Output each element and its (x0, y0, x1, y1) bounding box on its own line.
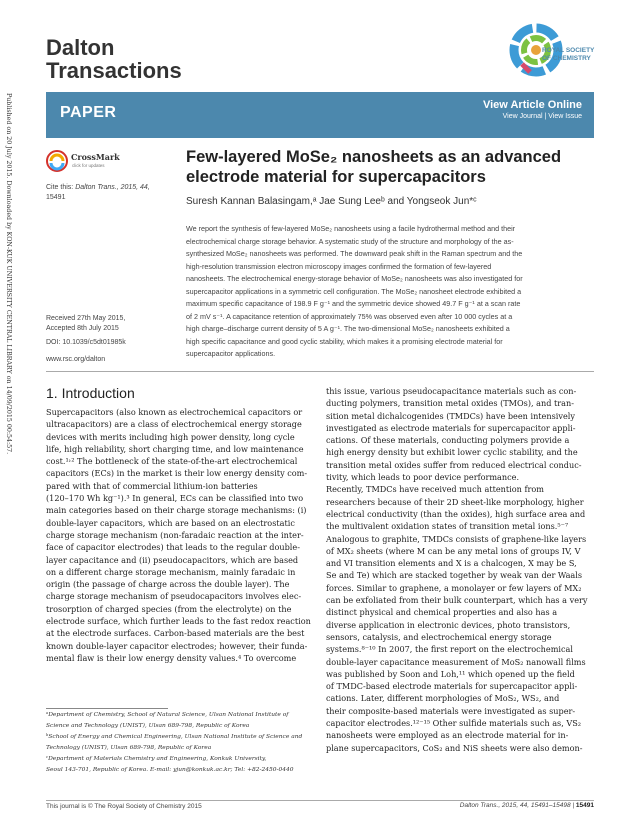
body-line: nanosheets were employed as an electrode material for in- (326, 730, 569, 741)
body-line: researchers because of their 2D sheet-like morphology, higher (326, 496, 584, 507)
footnote-line: Technology (UNIST), Ulsan 689-798, Republic of Korea (46, 745, 212, 751)
logo-line1: ROYAL SOCIETY (542, 47, 595, 54)
body-line: was published by Soon and Loh,¹¹ which opened up the field (326, 668, 575, 679)
journal-url[interactable]: www.rsc.org/dalton (46, 356, 106, 363)
body-line: tivity, which leads to poor device performance. (326, 472, 520, 483)
body-line: can be exfoliated from their bulk counterpart, which has a very (326, 595, 588, 606)
body-line: ultracapacitors) are a class of electrochemical energy storage (46, 419, 302, 430)
body-line: transition metal oxides suffer from reduced electrical conduc- (326, 459, 582, 470)
body-line: high energy density but exhibit lower cyclic stability, and the (326, 447, 578, 458)
abstract-divider (46, 371, 594, 372)
body-line: and VI transition elements and X is a chalcogen, X may be S, (326, 558, 577, 569)
doi[interactable]: DOI: 10.1039/c5dt01985k (46, 339, 126, 346)
body-line: known double-layer capacitor electrodes; however, their funda- (46, 640, 308, 651)
body-line: sensors, catalysis, and electrochemical energy storage (326, 631, 552, 642)
cite-this (46, 183, 150, 202)
body-line: diverse application in electronic devices, photo transistors, (326, 619, 571, 630)
body-line: Analogous to graphite, TMDCs consists of graphene-like layers (326, 533, 587, 544)
footnote-divider (46, 708, 168, 709)
abstract-line: synthesized MoSe₂ nanosheets was performed. The downward peak shift in the Raman spectrum and the (186, 249, 523, 258)
body-line: ducting polymers, transition metal oxides (TMOs), and tran- (326, 398, 574, 409)
footnote-line: ᶜDepartment of Materials Chemistry and Engineering, Konkuk University, (46, 756, 267, 762)
body-column-left (46, 406, 311, 664)
article-title (186, 147, 586, 187)
abstract-line: supercapacitor applications. (186, 349, 276, 358)
received-date: Received 27th May 2015, (46, 315, 126, 322)
journal-name-line2: Transactions (46, 58, 182, 83)
abstract-line: We report the synthesis of few-layered MoSe₂ nanosheets using a facile hydrothermal method and their (186, 224, 516, 233)
accepted-date: Accepted 8th July 2015 (46, 324, 119, 332)
view-article-online-link[interactable]: View Article Online (482, 99, 582, 111)
body-line: their composite-based materials were investigated as super- (326, 705, 576, 716)
cite-label: Cite this: (46, 184, 74, 191)
body-line: Supercapacitors (also known as electrochemical capacitors or (46, 407, 303, 417)
abstract (186, 223, 594, 361)
journal-name-line1: Dalton (46, 35, 115, 60)
body-line: of MX₂ sheets (where M can be any metal ions of groups IV, V (326, 545, 581, 556)
title-line1: Few-layered MoSe₂ nanosheets as an advanced (186, 148, 562, 166)
body-line: cations. Later, different morphologies of MoS₂, WS₂, and (326, 693, 560, 704)
body-line: trosorption of charged species (from the electrolyte) on the (46, 603, 292, 614)
page-citation (460, 802, 594, 809)
cite-ref: Dalton Trans., 2015, 44, (75, 184, 150, 191)
body-line: electrical conductivity (than the oxides), high surface area and (326, 508, 586, 519)
body-line: this issue, various pseudocapacitance materials such as con- (326, 386, 577, 396)
abstract-line: maximum specific capacitance of 198.9 F g⁻¹ and the symmetric device showed 49.7 F g⁻¹ at a scan rate (186, 299, 521, 308)
abstract-line: nanosheets. The electrochemical energy-storage behavior of MoSe₂ nanosheets was also investigated for (186, 274, 523, 283)
title-line2: electrode material for supercapacitors (186, 168, 486, 186)
page-number: 15491 (575, 802, 594, 809)
body-line: cost.¹˒² The bottleneck of the state-of-the-art electrochemical (46, 456, 298, 467)
view-journal-issue-links[interactable]: View Journal | View Issue (502, 113, 582, 120)
body-line: the multivalent oxidation states of transition metal ions.⁵⁻⁷ (326, 521, 569, 532)
author-list: Suresh Kannan Balasingam,ᵃ Jae Sung Leeᵇ and Yongseok Jun*ᶜ (186, 196, 477, 207)
journal-name (46, 36, 182, 82)
article-type-label: PAPER (60, 104, 117, 121)
body-line: plane supercapacitors, CoS₂ and NiS sheets were also demon- (326, 742, 583, 753)
body-line: on a different charge storage mechanism, mainly faradaic in (46, 566, 296, 577)
body-line: systems.⁸⁻¹⁰ In 2007, the first report on the electrochemical (326, 644, 573, 655)
abstract-line: supercapacitor applications in a symmetric cell configuration. The MoSe₂ nanosheet electrode exhibited a (186, 286, 522, 296)
logo-line2: OF CHEMISTRY (542, 55, 591, 62)
footer-citation: Dalton Trans., 2015, 44, 15491–15498 | (459, 802, 575, 809)
crossmark-sublabel: click for updates (72, 163, 105, 168)
body-line: layer capacitance and (ii) pseudocapacitors, which are based (46, 554, 299, 565)
footer-divider (46, 800, 594, 801)
download-notice-text: Published on 20 July 2015. Downloaded by KON-KUK UNIVERSITY CENTRAL LIBRARY on 14/09/2015 00:54:57. (5, 93, 12, 455)
body-line: capacitor electrodes.¹²⁻¹⁵ Other sulfide materials such as, VS₂ (326, 718, 582, 729)
body-line: cations. Of these materials, conducting polymers provide a (326, 435, 570, 446)
body-line: origin (the passage of charge across the double layer). The (46, 579, 290, 590)
rsc-logo (508, 20, 595, 84)
body-line: investigated as electrode materials for supercapacitor appli- (326, 422, 576, 433)
download-notice (0, 93, 14, 827)
body-line: (120–170 Wh kg⁻¹).³ In general, ECs can be classified into two (46, 493, 304, 504)
footnote-line: Seoul 143-701, Republic of Korea. E-mail: yjun@konkuk.ac.kr; Tel: +82-2450-0440 (46, 767, 294, 773)
footnote-line: ᵃDepartment of Chemistry, School of Natural Science, Ulsan National Institute of (46, 712, 289, 718)
abstract-line: high-resolution transmission electron microscopy images confirmed the formation of few-layered (186, 261, 492, 271)
footnote-line: ᵇSchool of Energy and Chemical Engineering, Ulsan National Institute of Science and (46, 734, 303, 740)
body-line: forces. Similar to graphene, a monolayer or few layers of MX₂ (326, 582, 582, 593)
body-line: at the electrode surfaces. Carbon-based materials are the best (46, 628, 305, 639)
copyright-notice: This journal is © The Royal Society of Chemistry 2015 (46, 803, 202, 810)
body-line: Se and Te) which are stacked together by weak van der Waals (326, 570, 583, 581)
body-line: of TMDC-based electrode materials for supercapacitor appli- (326, 681, 578, 692)
body-line: charge storage mechanism (non-faradaic reaction at the inter- (46, 529, 304, 540)
body-column-right (326, 385, 594, 754)
body-line: double-layer capacitance measurement of MoS₂ nanowall films (326, 656, 586, 667)
crossmark-label: CrossMark (71, 152, 120, 162)
body-line: devices with merits including high power density, long cycle (46, 431, 295, 442)
body-line: double-layer capacitors, which are based on an electrostatic (46, 517, 295, 528)
crossmark-button[interactable] (46, 150, 120, 172)
footnote-line: Science and Technology (UNIST), Ulsan 689-798, Republic of Korea (46, 723, 250, 729)
body-line: distinct physical and chemical properties and also has a (326, 607, 558, 618)
body-line: face of capacitor electrodes) that leads to the regular double- (46, 542, 300, 553)
abstract-line: of 2 mV s⁻¹. A capacitance retention of approximately 75% was observed even after 10 000 cycles at a (186, 311, 513, 321)
abstract-line: electrochemical charge storage behavior. A systematic study of the structure and morphology of the as- (186, 236, 514, 246)
cite-page: 15491 (46, 193, 66, 201)
body-line: pared with that of commercial lithium-ion batteries (46, 480, 258, 491)
abstract-line: high specific capacitance and good cyclic stability, which makes it a promising electrode material for (186, 336, 503, 346)
body-line: main categories based on their charge storage mechanisms: (i) (46, 505, 307, 516)
body-line: capacitors (ECs) in the market is their low energy density com- (46, 468, 308, 479)
section-heading: 1. Introduction (46, 385, 135, 401)
body-line: life, high reliability, short charging time, and low maintenance (46, 443, 304, 454)
body-line: mental flaw is their low energy density values.⁴ To overcome (46, 652, 297, 663)
body-line: charge storage mechanism of pseudocapacitors involves elec- (46, 591, 302, 602)
abstract-line: high charge–discharge current density of 5 A g⁻¹. The two-dimensional MoSe₂ nanosheets exhibited a (186, 324, 510, 333)
body-line: Recently, TMDCs have received much attention from (326, 484, 544, 495)
article-dates (46, 314, 125, 333)
body-line: sition metal dichalcogenides (TMDCs) have been intensively (326, 410, 575, 421)
body-line: electrode surface, which further leads to the fast redox reaction (46, 616, 311, 627)
crossmark-icon (46, 150, 68, 172)
